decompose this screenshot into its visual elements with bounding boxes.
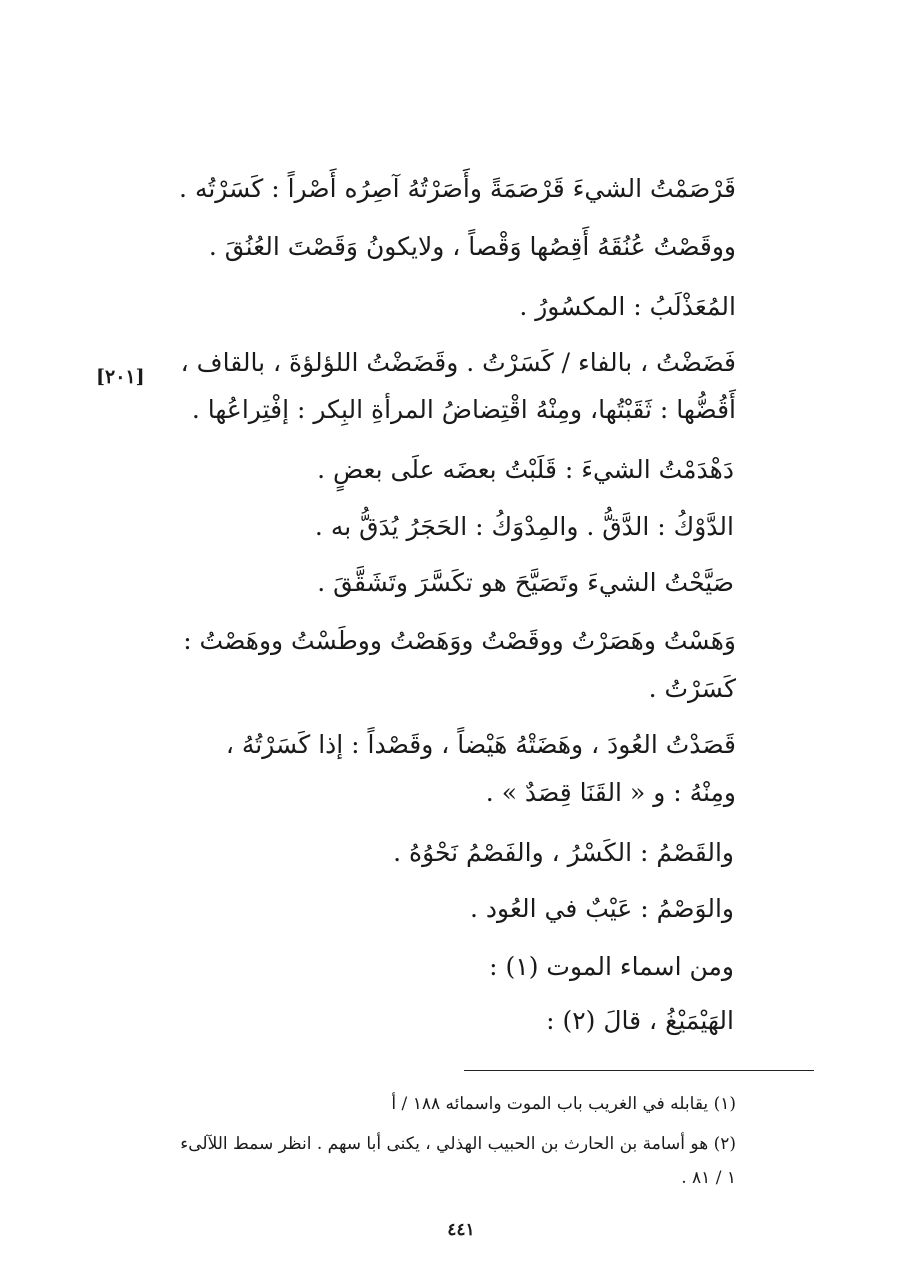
text-line: وَهَسْتُ وهَصَرْتُ ووقَصْتُ ووَهَصْتُ ووطَسْتُ ووهَصْتُ : [183,626,736,655]
text-line: ومن اسماء الموت (١) : [489,952,734,981]
text-line: قَصَدْتُ العُودَ ، وهَضَتْهُ هَيْضاً ، وقَصْداً : إذا كَسَرْتُهُ ، [225,730,736,759]
margin-marker: [٢٠١] [96,366,145,388]
text-line: فَضَضْتُ ، بالفاء / كَسَرْتُ . وقَضَضْتُ اللؤلؤةَ ، بالقاف ، [180,348,736,377]
text-line: والقَصْمُ : الكَسْرُ ، والفَصْمُ نَحْوُهُ . [393,838,734,867]
text-line: كَسَرْتُ . [648,674,736,703]
footnote: (٢) هو أسامة بن الحارث بن الحبيب الهذلي ، يكنى أبا سهم . انظر سمط اللآلىء [180,1134,736,1154]
text-line: قَرْصَمْتُ الشيءَ قَرْصَمَةً وأَصَرْتُهُ آصِرُه أَصْراً : كَسَرْتُه . [179,174,736,203]
text-line: الدَّوْكُ : الدَّقُّ . والمِدْوَكُ : الحَجَرُ يُدَقُّ به . [314,512,734,541]
footnote: ١ / ٨١ . [681,1168,736,1188]
text-line: المُعَذْلَبُ : المكسُورُ . [519,292,736,321]
text-line: الهَيْمَيْغُ ، قالَ (٢) : [546,1006,734,1035]
text-line: ومِنْهُ : و « القَنَا قِصَدٌ » . [485,778,736,807]
text-line: دَهْدَمْتُ الشيءَ : قَلَبْتُ بعضَه علَى بعضٍ . [317,455,734,484]
text-line: والوَصْمُ : عَيْبٌ في العُود . [470,894,734,923]
page-number: ٤٤١ [447,1220,475,1240]
footnote-divider [464,1070,814,1071]
text-line: صَيَّحْتُ الشيءَ وتَصَيَّحَ هو تكَسَّرَ وتَشَقَّقَ . [317,568,734,597]
text-line: أَقُضُّها : ثَقَبْتُها، ومِنْهُ اقْتِضاضُ المرأةِ البِكر : إفْتِراعُها . [191,395,736,424]
footnote: (١) يقابله في الغريب باب الموت واسمائه ١٨٨ / أ [391,1094,736,1114]
text-line: ووقَصْتُ عُنُقَهُ أَقِصُها وَقْصاً ، ولايكونُ وَقَصْتَ العُنُقَ . [208,232,736,261]
